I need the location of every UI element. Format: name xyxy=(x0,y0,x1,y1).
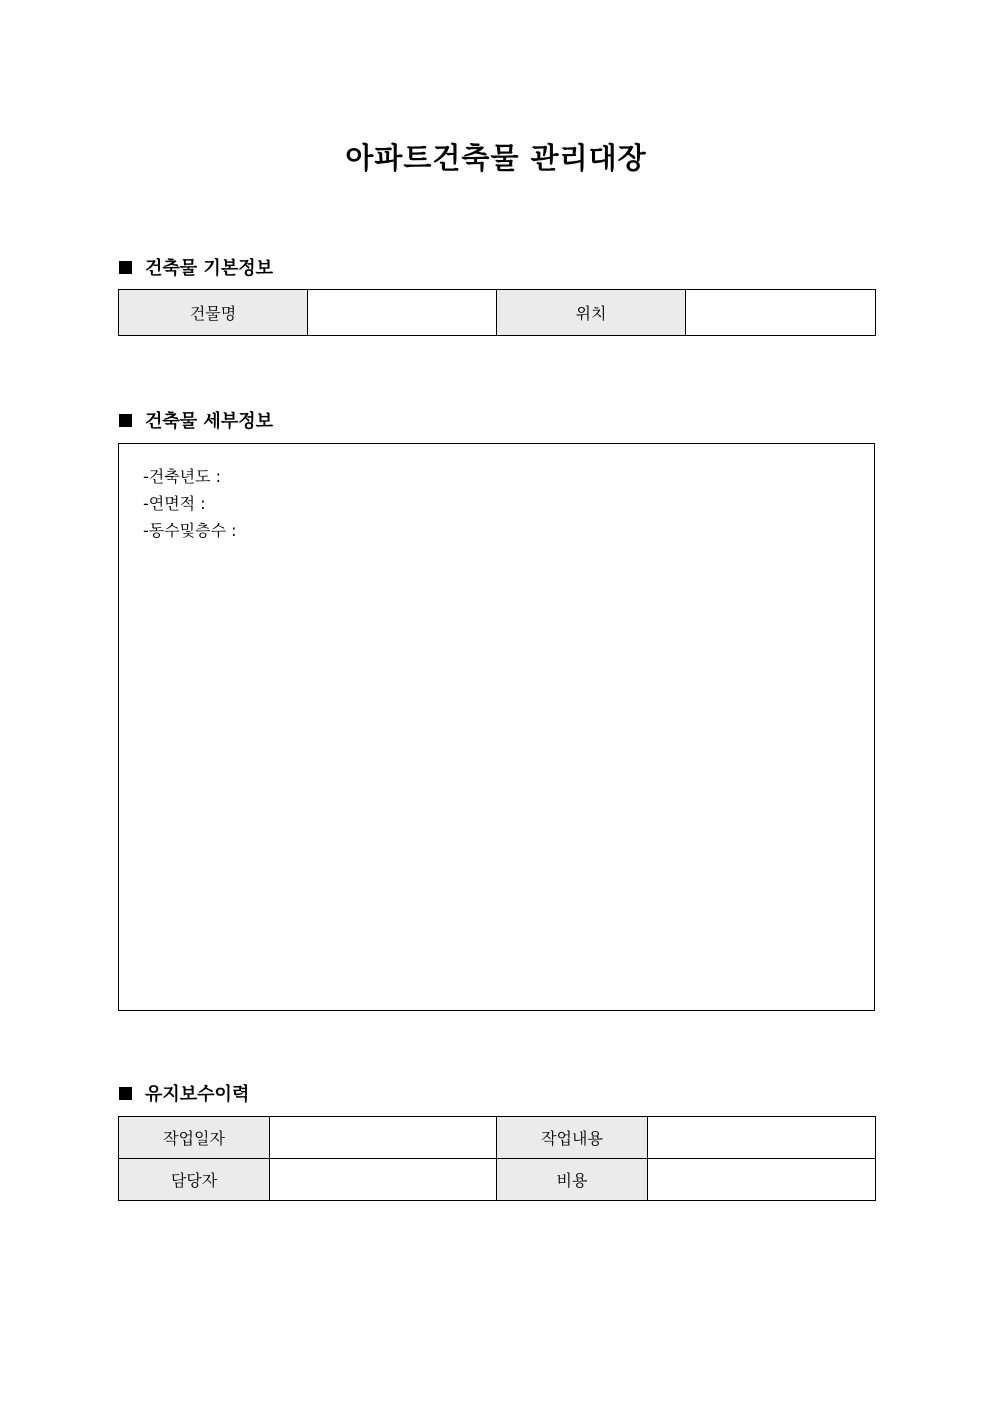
total-floor-area-line: -연면적 : xyxy=(143,494,206,513)
building-name-field[interactable] xyxy=(308,290,497,336)
cost-field[interactable] xyxy=(648,1159,876,1201)
square-bullet-icon xyxy=(119,1087,132,1100)
detail-info-lines xyxy=(143,463,237,544)
work-content-label: 작업내용 xyxy=(497,1117,648,1159)
maintenance-heading xyxy=(119,1080,249,1106)
buildings-and-floors-line: -동수및층수 : xyxy=(143,521,237,540)
square-bullet-icon xyxy=(119,414,132,427)
construction-year-line: -건축년도 : xyxy=(143,467,222,486)
cost-label: 비용 xyxy=(497,1159,648,1201)
basic-info-heading xyxy=(119,254,273,280)
maintenance-table xyxy=(118,1116,876,1201)
manager-field[interactable] xyxy=(270,1159,497,1201)
basic-info-table xyxy=(118,289,876,336)
location-label: 위치 xyxy=(497,290,686,336)
work-content-field[interactable] xyxy=(648,1117,876,1159)
detail-info-box[interactable] xyxy=(118,443,875,1011)
square-bullet-icon xyxy=(119,261,132,274)
table-row xyxy=(119,290,876,336)
location-field[interactable] xyxy=(686,290,876,336)
basic-info-heading-text: 건축물 기본정보 xyxy=(145,258,273,279)
manager-label: 담당자 xyxy=(119,1159,270,1201)
document-title: 아파트건축물 관리대장 xyxy=(345,141,647,175)
work-date-field[interactable] xyxy=(270,1117,497,1159)
maintenance-heading-text: 유지보수이력 xyxy=(145,1084,250,1105)
table-row xyxy=(119,1117,876,1159)
work-date-label: 작업일자 xyxy=(119,1117,270,1159)
building-name-label: 건물명 xyxy=(119,290,308,336)
detail-info-heading-text: 건축물 세부정보 xyxy=(145,411,273,432)
table-row xyxy=(119,1159,876,1201)
detail-info-heading xyxy=(119,407,273,433)
